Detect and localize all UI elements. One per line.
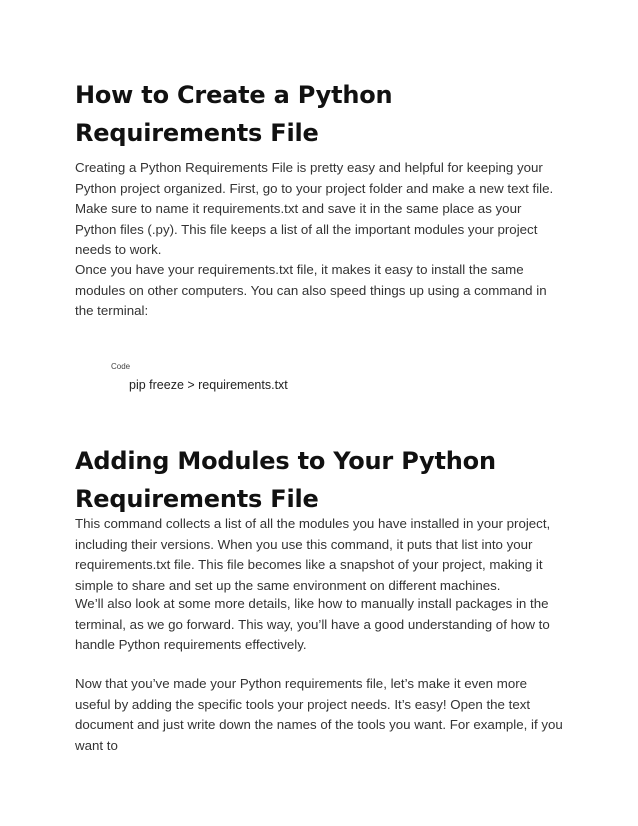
- code-block-command[interactable]: pip freeze > requirements.txt: [129, 378, 288, 392]
- section2-paragraph-2: We’ll also look at some more details, like how to manually install packages in the terminal, as we go forward. This way, you’ll have a good understanding of how to handle Python requirements effectively.: [75, 596, 550, 653]
- section1-paragraph-1: Creating a Python Requirements File is pretty easy and helpful for keeping your Python project organized. First, go to your project folder and make a new text file. Make sure to name it requirements.txt and save it in the same place as your Python files (.py). This file keeps a list of all the important modules your project needs to work.: [75, 160, 554, 258]
- section2-paragraph-3: Now that you’ve made your Python requirements file, let’s make it even more useful by adding the specific tools your project needs. It’s easy! Open the text document and just write down the names of the tools you want. For example, if you want to: [75, 676, 563, 753]
- section-title-create-requirements: How to Create a Python Requirements File: [75, 81, 393, 147]
- code-block-label: Code: [111, 362, 131, 371]
- section-title-adding-modules: Adding Modules to Your Python Requirements File: [75, 447, 496, 513]
- section2-paragraph-1: This command collects a list of all the modules you have installed in your project, including their versions. When you use this command, it puts that list into your requirements.txt file. This file becomes like a snapshot of your project, making it simple to share and set up the same environment on different machines.: [75, 516, 551, 593]
- section1-paragraph-2: Once you have your requirements.txt file, it makes it easy to install the same modules on other computers. You can also speed things up using a command in the terminal:: [75, 262, 547, 319]
